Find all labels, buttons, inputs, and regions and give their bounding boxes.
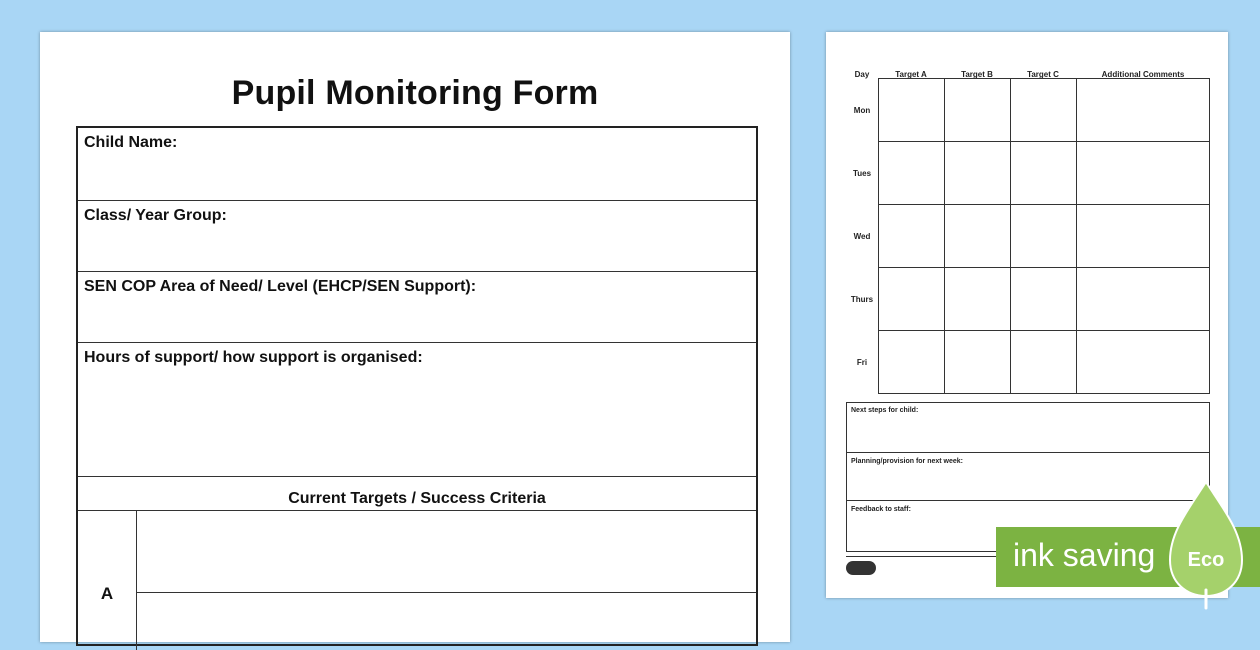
next-steps-label: Next steps for child: (851, 407, 919, 414)
divider (78, 476, 756, 477)
day-label-wed: Wed (853, 232, 871, 241)
day-label-thurs: Thurs (850, 295, 874, 304)
feedback-label: Feedback to staff: (851, 506, 911, 513)
column-header-target-a: Target A (895, 70, 927, 79)
sen-area-label: SEN COP Area of Need/ Level (EHCP/SEN Support): (84, 278, 477, 295)
target-column-divider (136, 510, 137, 650)
grid-column-line (1010, 79, 1011, 393)
form-title: Pupil Monitoring Form (231, 74, 599, 112)
column-header-target-c: Target C (1027, 70, 1059, 79)
grid-row-line (879, 330, 1209, 331)
eco-label: Eco (1187, 549, 1225, 571)
eco-leaf-icon (1166, 478, 1246, 610)
column-header-target-b: Target B (961, 70, 993, 79)
grid-row-line (879, 204, 1209, 205)
brand-logo (846, 561, 876, 575)
column-header-comments: Additional Comments (1101, 70, 1185, 79)
form-table (76, 126, 758, 646)
targets-header: Current Targets / Success Criteria (288, 490, 546, 507)
class-year-label: Class/ Year Group: (84, 207, 227, 224)
day-label-mon: Mon (853, 106, 871, 115)
divider (78, 200, 756, 201)
grid-row-line (879, 267, 1209, 268)
hours-support-label: Hours of support/ how support is organised: (84, 349, 423, 366)
grid-column-line (944, 79, 945, 393)
divider (136, 592, 756, 593)
divider (78, 271, 756, 272)
ink-saving-text: ink saving (1013, 537, 1156, 573)
divider (78, 510, 756, 511)
target-row-label: A (100, 584, 114, 603)
divider (78, 342, 756, 343)
planning-label: Planning/provision for next week: (851, 458, 964, 465)
child-name-label: Child Name: (84, 134, 178, 151)
weekly-grid (878, 78, 1210, 394)
grid-row-line (879, 141, 1209, 142)
column-header-day: Day (854, 70, 870, 79)
notes-divider (847, 452, 1209, 453)
day-label-fri: Fri (856, 358, 868, 367)
day-label-tues: Tues (852, 169, 872, 178)
grid-column-line (1076, 79, 1077, 393)
notes-divider (847, 500, 1209, 501)
